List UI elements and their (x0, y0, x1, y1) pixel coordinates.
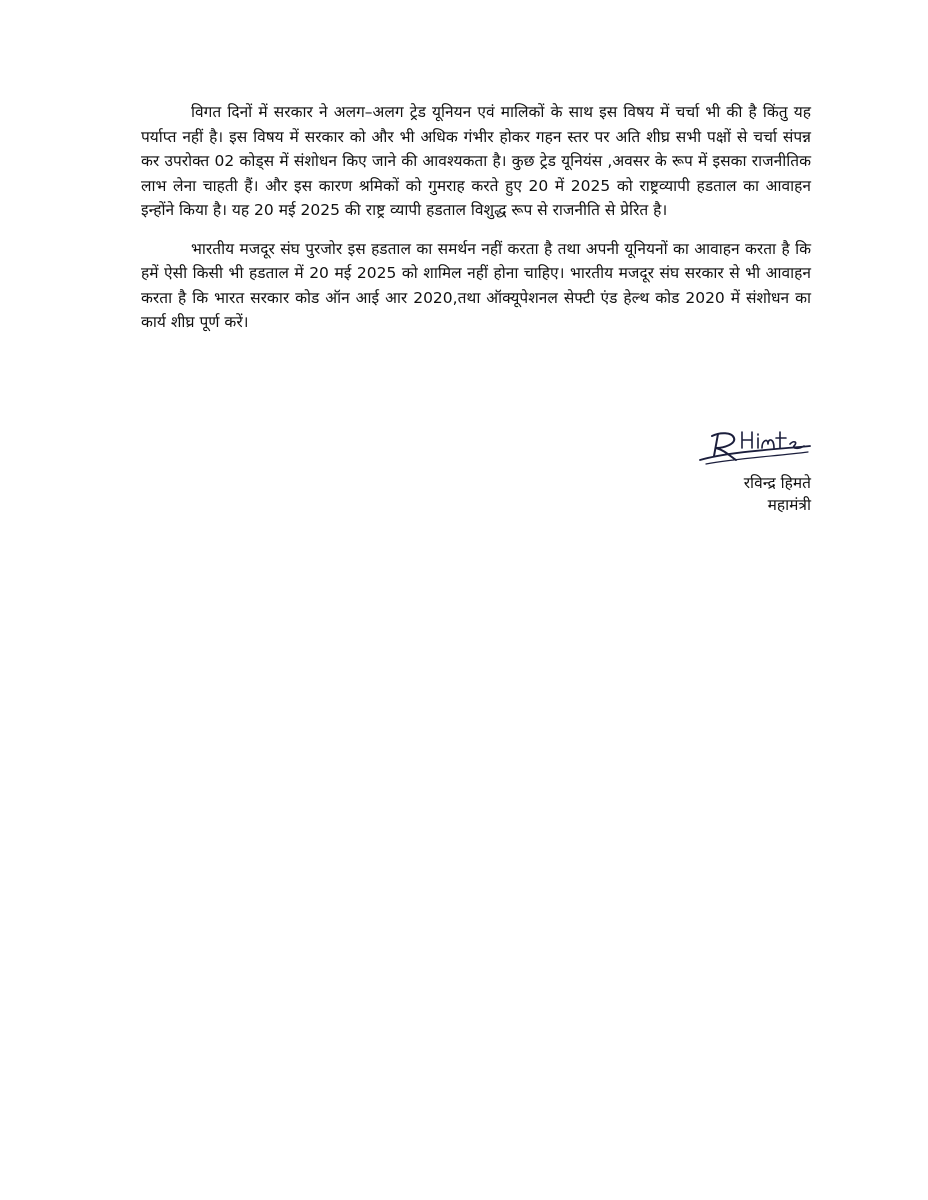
letter-body (141, 100, 811, 349)
paragraph-1: विगत दिनों में सरकार ने अलग–अलग ट्रेड यूनियन एवं मालिकों के साथ इस विषय में चर्चा भी की है किंतु यह पर्याप्त नहीं है। इस विषय में सरकार को और भी अधिक गंभीर होकर गहन स्तर पर अति शीघ्र सभी पक्षों से चर्चा संपन्न कर उपरोक्त 02 कोड्स में संशोधन किए जाने की आवश्यकता है। कुछ ट्रेड यूनियंस ,अवसर के रूप में इसका राजनीतिक लाभ लेना चाहती हैं। और इस कारण श्रमिकों को गुमराह करते हुए 20 में 2025 को राष्ट्रव्यापी हडताल का आवाहन इन्होंने किया है। यह 20 मई 2025 की राष्ट्र व्यापी हडताल विशुद्ध रूप से राजनीति से प्रेरित है। (141, 103, 811, 219)
paragraph-2: भारतीय मजदूर संघ पुरजोर इस हडताल का समर्थन नहीं करता है तथा अपनी यूनियनों का आवाहन करता है कि हमें ऐसी किसी भी हडताल में 20 मई 2025 को शामिल नहीं होना चाहिए। भारतीय मजदूर संघ सरकार से भी आवाहन करता है कि भारत सरकार कोड ऑन आई आर 2020,तथा ऑक्यूपेशनल सेफ्टी एंड हेल्थ कोड 2020 में संशोधन का कार्य शीघ्र पूर्ण करें। (141, 239, 811, 331)
handwritten-signature (698, 426, 816, 470)
signatory-name: रविन्द्र हिमते (743, 474, 811, 492)
signatory-title: महामंत्री (767, 496, 811, 514)
